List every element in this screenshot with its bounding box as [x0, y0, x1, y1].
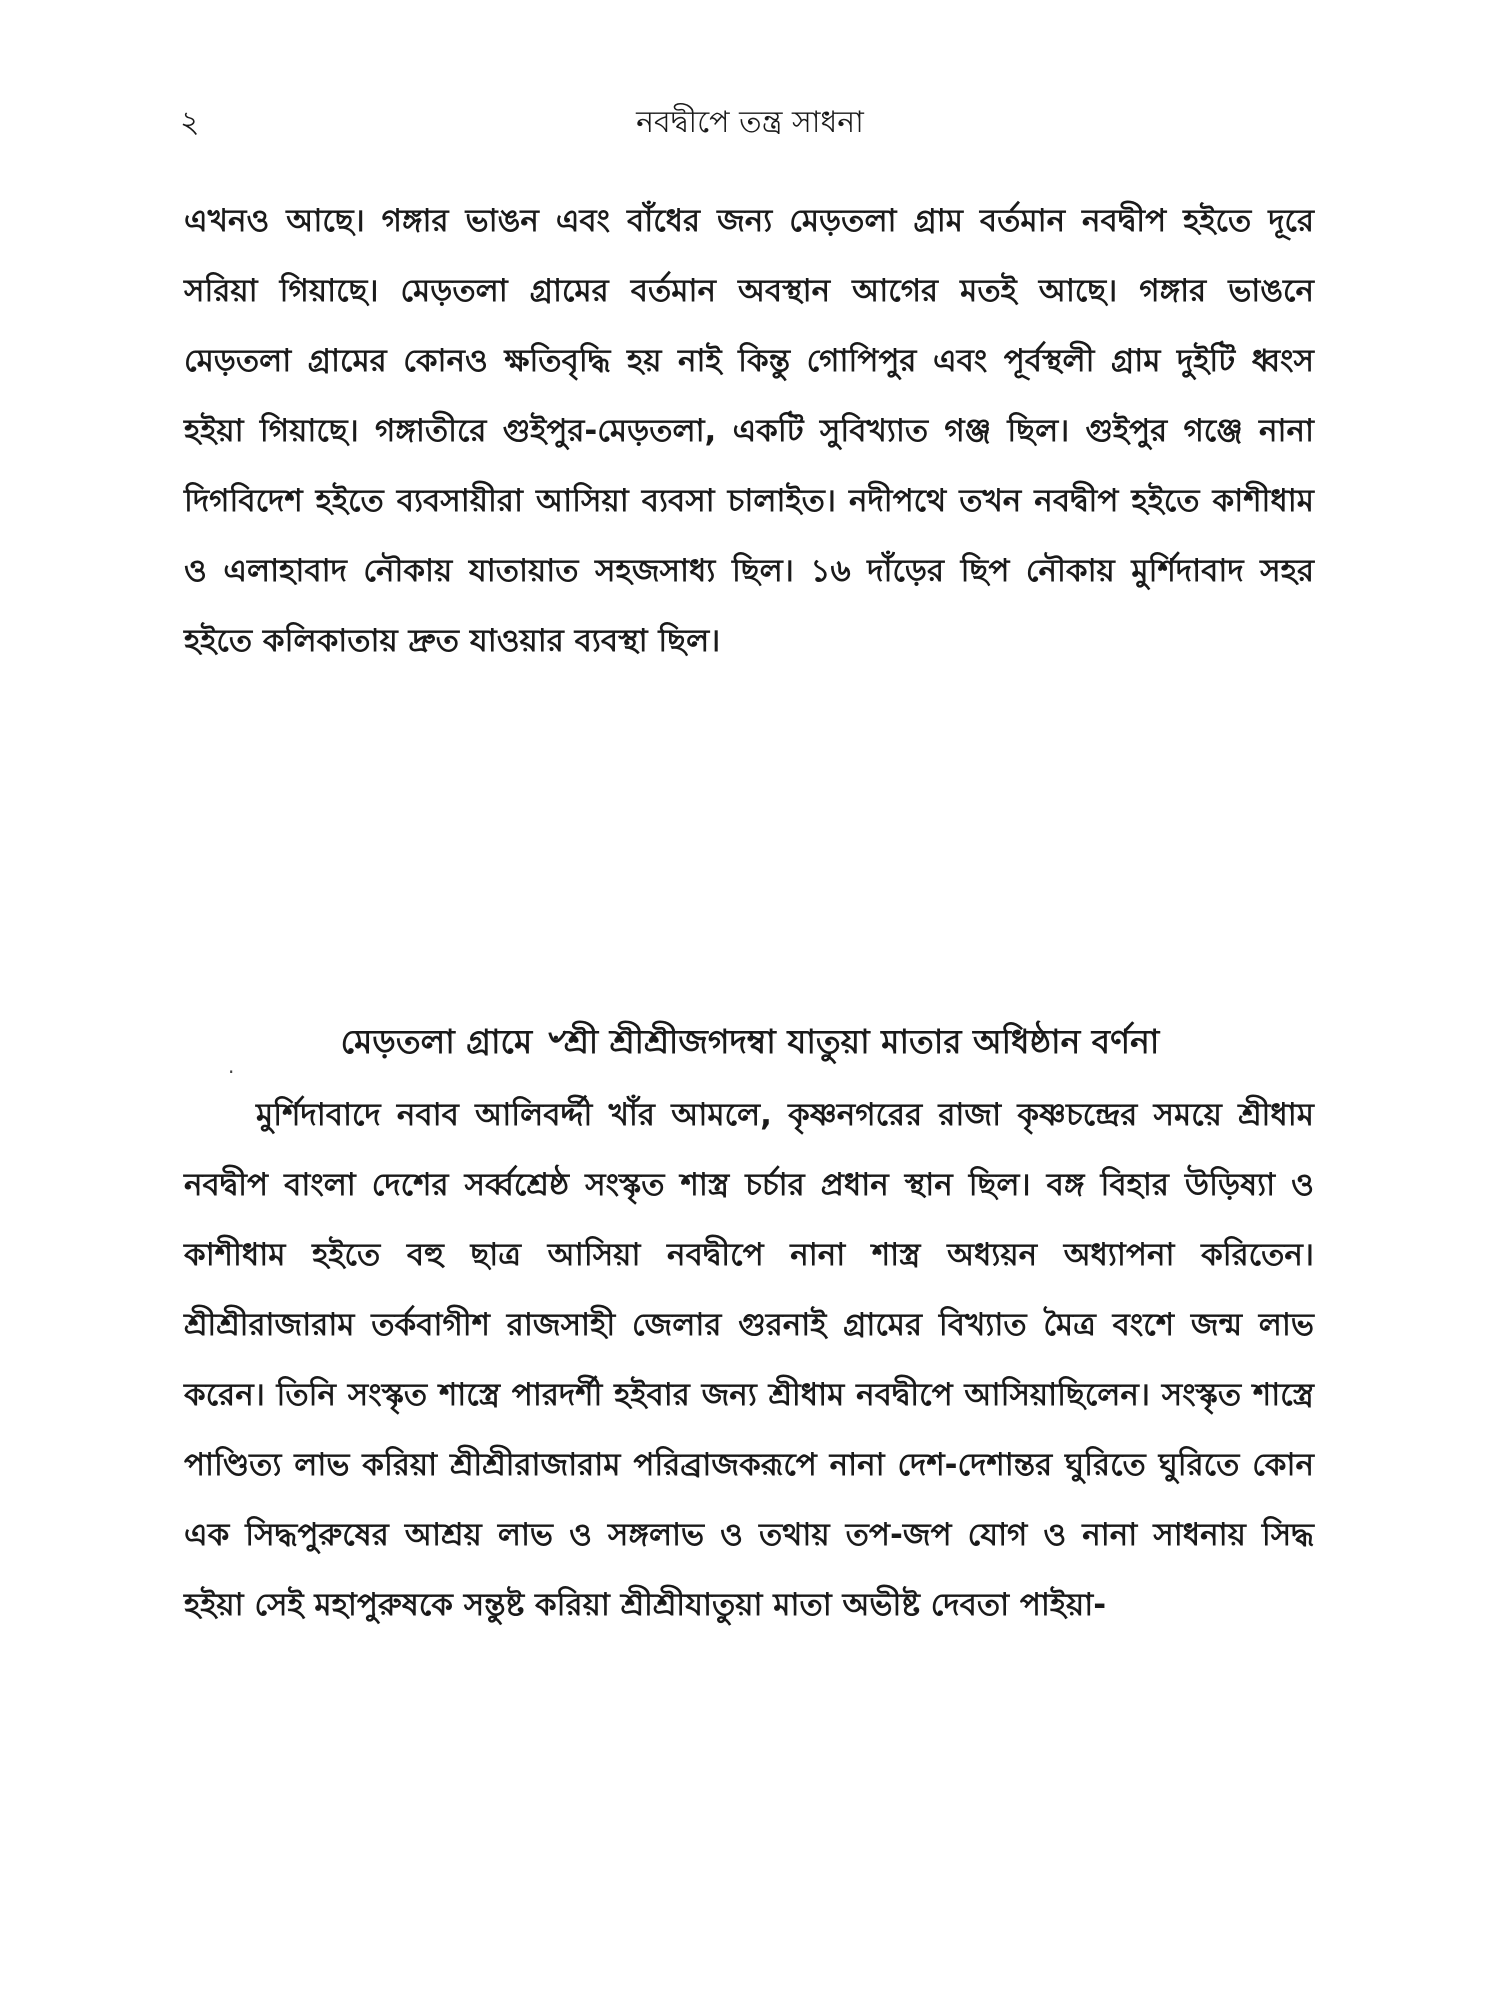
section-heading: মেড়তলা গ্রামে ৺শ্রী শ্রীশ্রীজগদম্বা যাতুয়া মাতার অধিষ্ঠান বর্ণনা — [340, 1022, 1160, 1061]
running-head — [180, 98, 1320, 148]
stray-print-mark: · — [228, 1060, 235, 1084]
page-number: ২ — [180, 105, 200, 140]
paragraph-1: এখনও আছে। গঙ্গার ভাঙন এবং বাঁধের জন্য মেড়তলা গ্রাম বর্তমান নবদ্বীপ হইতে দূরে সরিয়া গিয়াছে। মেড়তলা গ্রামের বর্তমান অবস্থান আগের মতই আছে। গঙ্গার ভাঙনে মেড়তলা গ্রামের কোনও ক্ষতিবৃদ্ধি হয় নাই কিন্তু গোপিপুর এবং পূর্বস্থলী গ্রাম দুইটি ধ্বংস হইয়া গিয়াছে। গঙ্গাতীরে গুইপুর-মেড়তলা, একটি সুবিখ্যাত গঞ্জ ছিল। গুইপুর গঞ্জে নানা দিগবিদেশ হইতে ব্যবসায়ীরা আসিয়া ব্যবসা চালাইত। নদীপথে তখন নবদ্বীপ হইতে কাশীধাম ও এলাহাবাদ নৌকায় যাতায়াত সহজসাধ্য ছিল। ১৬ দাঁড়ের ছিপ নৌকায় মুর্শিদাবাদ সহর হইতে কলিকাতায় দ্রুত যাওয়ার ব্যবস্থা ছিল। — [184, 203, 1314, 659]
paragraph-2: মুর্শিদাবাদে নবাব আলিবর্দ্দী খাঁর আমলে, কৃষ্ণনগরের রাজা কৃষ্ণচন্দ্রের সময়ে শ্রীধাম নবদ্বীপ বাংলা দেশের সর্ব্বশ্রেষ্ঠ সংস্কৃত শাস্ত্র চর্চার প্রধান স্থান ছিল। বঙ্গ বিহার উড়িষ্যা ও কাশীধাম হইতে বহু ছাত্র আসিয়া নবদ্বীপে নানা শাস্ত্র অধ্যয়ন অধ্যাপনা করিতেন। শ্রীশ্রীরাজারাম তর্কবাগীশ রাজসাহী জেলার গুরনাই গ্রামের বিখ্যাত মৈত্র বংশে জন্ম লাভ করেন। তিনি সংস্কৃত শাস্ত্রে পারদর্শী হইবার জন্য শ্রীধাম নবদ্বীপে আসিয়াছিলেন। সংস্কৃত শাস্ত্রে পাণ্ডিত্য লাভ করিয়া শ্রীশ্রীরাজারাম পরিব্রাজকরূপে নানা দেশ-দেশান্তর ঘুরিতে ঘুরিতে কোন এক সিদ্ধপুরুষের আশ্রয় লাভ ও সঙ্গলাভ ও তথায় তপ-জপ যোগ ও নানা সাধনায় সিদ্ধ হইয়া সেই মহাপুরুষকে সন্তুষ্ট করিয়া শ্রীশ্রীযাতুয়া মাতা অভীষ্ট দেবতা পাইয়া- — [184, 1097, 1314, 1623]
running-title: নবদ্বীপে তন্ত্র সাধনা — [636, 105, 864, 140]
